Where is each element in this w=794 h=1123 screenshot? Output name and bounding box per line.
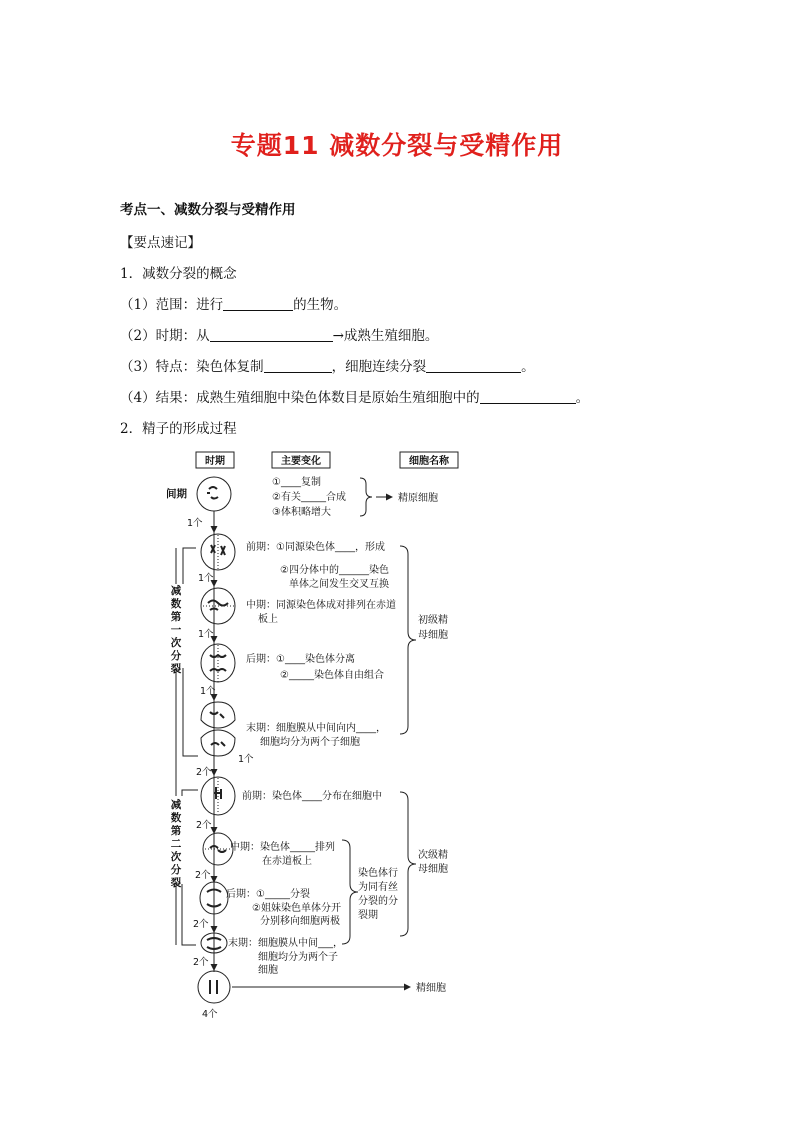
m1-telophase-cell [201, 702, 235, 756]
m2-cell-name-1: 次级精 [418, 850, 448, 861]
interphase-change-3: ③体积略增大 [272, 507, 331, 518]
m2-telophase-1: 末期：细胞膜从中间___， [228, 938, 343, 949]
m2-cell-name-2: 母细胞 [418, 864, 448, 875]
m1-anaphase-1: 后期：①____染色体分离 [246, 654, 355, 665]
count-1-a: 1个 [187, 518, 203, 529]
key-points-heading: 【要点速记】 [120, 235, 201, 251]
interphase-cell [197, 477, 231, 511]
header-cell-name: 细胞名称 [409, 456, 449, 467]
header-changes: 主要变化 [281, 456, 321, 467]
interphase-change-2: ②有关_____合成 [272, 492, 346, 503]
item1-heading: 1．减数分裂的概念 [120, 266, 237, 282]
m1-telophase-1: 末期：细胞膜从中间向内____， [246, 723, 386, 734]
meiosis1-bracket [183, 548, 198, 756]
m1-cell-name-brace [400, 546, 416, 734]
final-cell-name: 精细胞 [416, 983, 446, 994]
count-1-d: 1个 [200, 686, 216, 697]
m2-note-2: 为同有丝 [358, 882, 398, 893]
m1-metaphase-1: 中期：同源染色体成对排列在赤道 [246, 600, 396, 611]
m1-cell-name-2: 母细胞 [418, 630, 448, 641]
m1-cell-name-1: 初级精 [418, 615, 448, 626]
m2-cell-name-brace [400, 792, 416, 936]
scope-line: （1）范围：进行 的生物。 [120, 297, 348, 313]
count-2-e: 2个 [193, 957, 209, 968]
m2-anaphase-2: ②姐妹染色单体分开 [252, 903, 341, 914]
result-line: （4）结果：成熟生殖细胞中染色体数目是原始生殖细胞中的 。 [120, 390, 590, 406]
count-2-c: 2个 [195, 870, 211, 881]
feature-line: （3）特点：染色体复制 ，细胞连续分裂 。 [120, 359, 535, 375]
m1-prophase-1: 前期：①同源染色体____，形成 [246, 542, 385, 553]
count-2-b: 2个 [196, 820, 212, 831]
m1-metaphase-2: 板上 [258, 614, 278, 625]
count-4: 4个 [202, 1009, 218, 1020]
m2-anaphase-1: 后期：①_____分裂 [226, 889, 310, 900]
count-1-b: 1个 [198, 573, 214, 584]
m1-anaphase-2: ②_____染色体自由组合 [280, 670, 384, 681]
count-1-c: 1个 [198, 629, 214, 640]
m2-metaphase-1: 中期：染色体_____排列 [230, 842, 335, 853]
m2-note-4: 裂期 [358, 910, 378, 921]
count-2-d: 2个 [193, 919, 209, 930]
header-period: 时期 [205, 456, 225, 467]
meiosis1-label: 减数第一次分裂 [170, 585, 182, 675]
m1-prophase-2: ②四分体中的______染色 [280, 565, 389, 576]
m2-note-1: 染色体行 [358, 868, 398, 879]
m2-telophase-3: 细胞 [258, 965, 278, 976]
m2-telophase-2: 细胞均分为两个子 [258, 952, 338, 963]
m1-prophase-3: 单体之间发生交叉互换 [289, 579, 389, 590]
m2-metaphase-2: 在赤道板上 [262, 856, 312, 867]
m2-note-3: 分裂的分 [358, 896, 398, 907]
section-heading: 考点一、减数分裂与受精作用 [120, 202, 296, 218]
item2-heading: 2．精子的形成过程 [120, 421, 237, 437]
m2-middle-brace [342, 840, 358, 944]
m1-telophase-2: 细胞均分为两个子细胞 [260, 737, 360, 748]
interphase-label: 间期 [166, 488, 187, 500]
interphase-cell-name: 精原细胞 [398, 493, 438, 504]
m2-prophase-1: 前期：染色体____分布在细胞中 [242, 791, 382, 802]
m2-anaphase-3: 分别移向细胞两极 [260, 916, 340, 927]
meiosis2-label: 减数第二次分裂 [170, 799, 182, 889]
count-2-a: 2个 [196, 767, 212, 778]
interphase-change-1: ①____复制 [272, 477, 321, 488]
page-title: 专题11 减数分裂与受精作用 [230, 131, 564, 160]
m1-prophase-cell [201, 534, 235, 570]
period-line: （2）时期：从 →成熟生殖细胞。 [120, 328, 439, 344]
count-1-e: 1个 [238, 754, 254, 765]
sperm-cell [198, 971, 230, 1003]
